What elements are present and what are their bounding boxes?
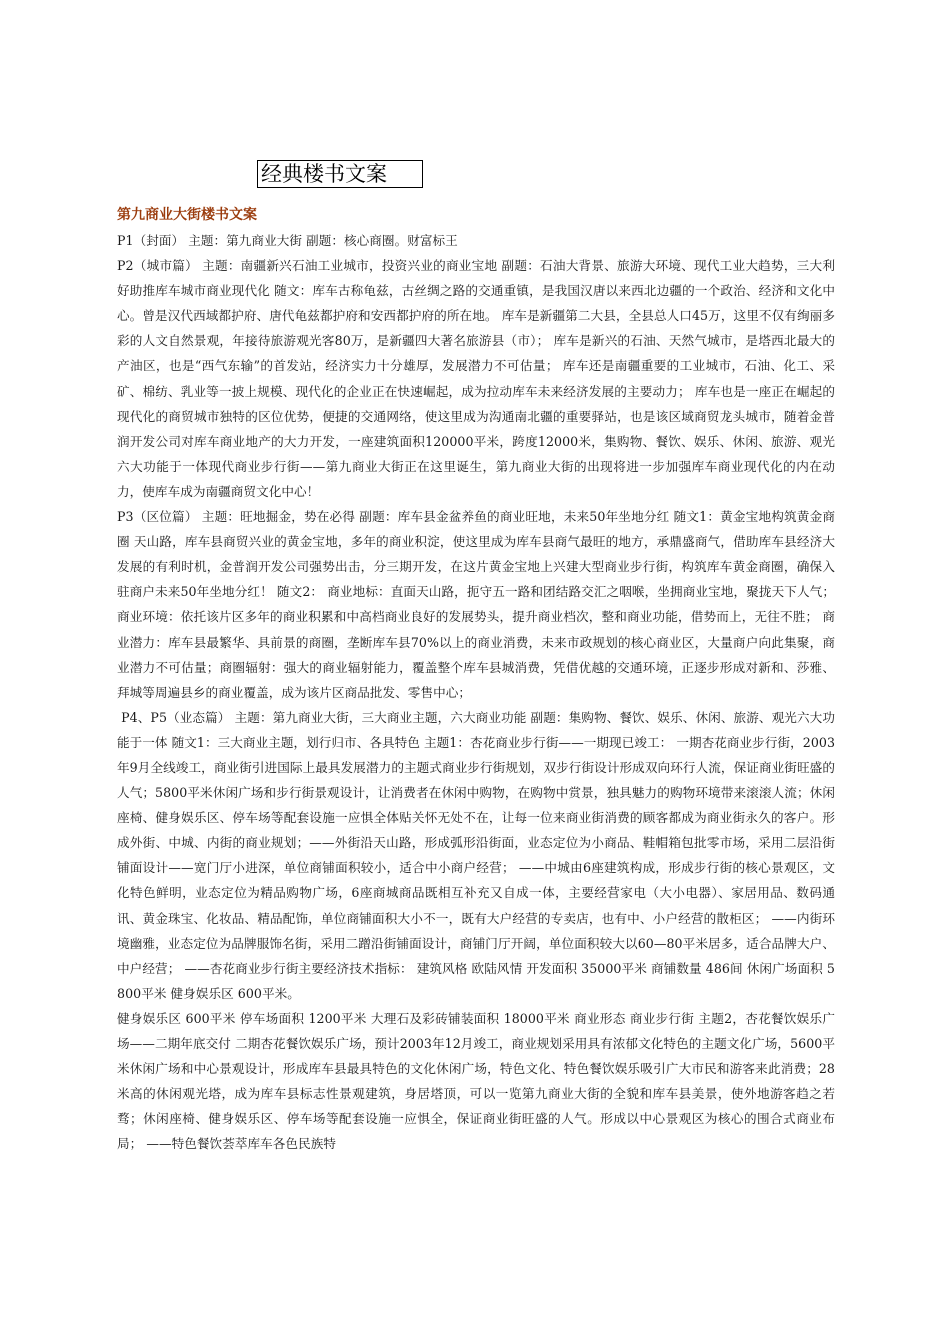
paragraph-p4-p5: P4、P5（业态篇） 主题：第九商业大街，三大商业主题，六大商业功能 副题：集购物、餐饮、娱乐、休闲、旅游、观光六大功能于一体 随文1：三大商业主题，划行归市、各具特色 主题1：杏花商业步行街——一期现已竣工： 一期杏花商业步行街，2003年9月全线竣工，商业街引进国际上最具发展潜力的主题式商业步行街规划，双步行街设计形成双向环行人流，保证商业街旺盛的人气；5800平米休闲广场和步行街景观设计，让消费者在休闲中购物，在购物中赏景，独具魅力的购物环境带来滚滚人流；休闲座椅、健身娱乐区、停车场等配套设施一应惧全体贴关怀无处不在，让每一位来商业街消费的顾客都成为商业街永久的客户。形成外街、中城、内街的商业规划；——外街沿天山路，形成弧形沿街面，业态定位为小商品、鞋帽箱包批零市场，采用二层沿街铺面设计——宽门厅小进深，单位商铺面积较小，适合中小商户经营； ——中城由6座建筑构成，形成步行街的核心景观区，文化特色鲜明，业态定位为精品购物广场，6座商城商品既相互补充又自成一体，主要经营家电（大小电器）、家居用品、数码通讯、黄金珠宝、化妆品、精品配饰，单位商铺面积大小不一，既有大户经营的专卖店，也有中、小户经营的散柜区； ——内街环境幽雅，业态定位为品牌服饰名街，采用二蹭沿街铺面设计，商铺门厅开阔，单位面积较大以60—80平米居多，适合品牌大户、中户经营； ——杏花商业步行街主要经济技术指标： 建筑风格 欧陆风情 开发面积 35000平米 商铺数量 486间 休闲广场面积 5800平米 健身娱乐区 600平米。 <box>117 709 836 1001</box>
paragraph-p2: P2（城市篇） 主题：南疆新兴石油工业城市，投资兴业的商业宝地 副题：石油大背景、旅游大环境、现代工业大趋势，三大利好助推库车城市商业现代化 随文：库车古称龟兹，古丝绸之路的交通重镇，是我国汉唐以来西北边疆的一个政治、经济和文化中心。曾是汉代西域都护府、唐代龟兹都护府和安西都护府的所在地。 库车是新疆第二大县，全县总人口45万，这里不仅有绚丽多彩的人文自然景观，年接待旅游观光客80万，是新疆四大著名旅游县（市）； 库车是新兴的石油、天然气城市，是塔西北最大的产油区，也是“西气东输”的首发站，经济实力十分雄厚，发展潜力不可估量； 库车还是南疆重要的工业城市，石油、化工、采矿、棉纺、乳业等一披上规模、现代化的企业正在快速崛起，成为拉动库车未来经济发展的主要动力； 库车也是一座正在崛起的现代化的商贸城市独特的区位优势，便捷的交通网络，使这里成为沟通南北疆的重要驿站，也是该区域商贸龙头城市，随着金普润开发公司对库车商业地产的大力开发，一座建筑面积120000平米，跨度12000米，集购物、餐饮、娱乐、休闲、旅游、观光六大功能于一体现代商业步行街——第九商业大街正在这里诞生，第九商业大街的出现将进一步加强库车商业现代化的内在动力，使库车成为南疆商贸文化中心！ <box>117 258 835 499</box>
paragraph-continued: 健身娱乐区 600平米 停车场面积 1200平米 大理石及彩砖铺装面积 18000平米 商业形态 商业步行街 主题2，杏花餐饮娱乐广场——二期年底交付 二期杏花餐饮娱乐广场，预计2003年12月竣工，商业规划采用具有浓郁文化特色的主题文化广场，5600平米休闲广场和中心景观设计，形成库车县最具特色的文化休闲广场，特色文化、特色餐饮娱乐吸引广大市民和游客来此消费；28米高的休闲观光塔，成为库车县标志性景观建筑，身居塔顶，可以一览第九商业大街的全貌和库车县美景，使外地游客趋之若骛；休闲座椅、健身娱乐区、停车场等配套设施一应惧全，保证商业街旺盛的人气。形成以中心景观区为核心的围合式商业布局； ——特色餐饮荟萃库车各色民族特 <box>117 1010 835 1152</box>
boxed-title: 经典楼书文案 <box>257 160 423 188</box>
paragraph-p3: P3（区位篇） 主题：旺地掘金，势在必得 副题：库车县金盆养鱼的商业旺地，未来50年坐地分红 随文1：黄金宝地构筑黄金商圈 天山路，库车县商贸兴业的黄金宝地，多年的商业积淀，使这里成为库车县商气最旺的地方，承鼎盛商气，借助库车县经济大发展的有利时机，金普润开发公司强势出击，分三期开发，在这片黄金宝地上兴建大型商业步行街，构筑库车黄金商圈，确保入驻商户未来50年坐地分红！ 随文2： 商业地标：直面天山路，扼守五一路和团结路交汇之咽喉，坐拥商业宝地，聚拢天下人气； 商业环境：依托该片区多年的商业积累和中高档商业良好的发展势头，提升商业档次，整和商业功能，借势而上，无往不胜； 商业潜力：库车县最繁华、具前景的商圈，垄断库车县70%以上的商业消费，未来市政规划的核心商业区，大量商户向此集聚，商业潜力不可估量；商圈辐射：强大的商业辐射能力，覆盖整个库车县城消费，凭借优越的交通环境，正逐步形成对新和、莎雅、拜城等周遍县乡的商业覆盖，成为该片区商品批发、零售中心； <box>117 509 835 700</box>
body-text <box>117 228 835 1156</box>
paragraph-p1: P1（封面） 主题：第九商业大街 副题：核心商圈。财富标王 <box>117 233 458 248</box>
document-title: 第九商业大街楼书文案 <box>117 207 257 223</box>
